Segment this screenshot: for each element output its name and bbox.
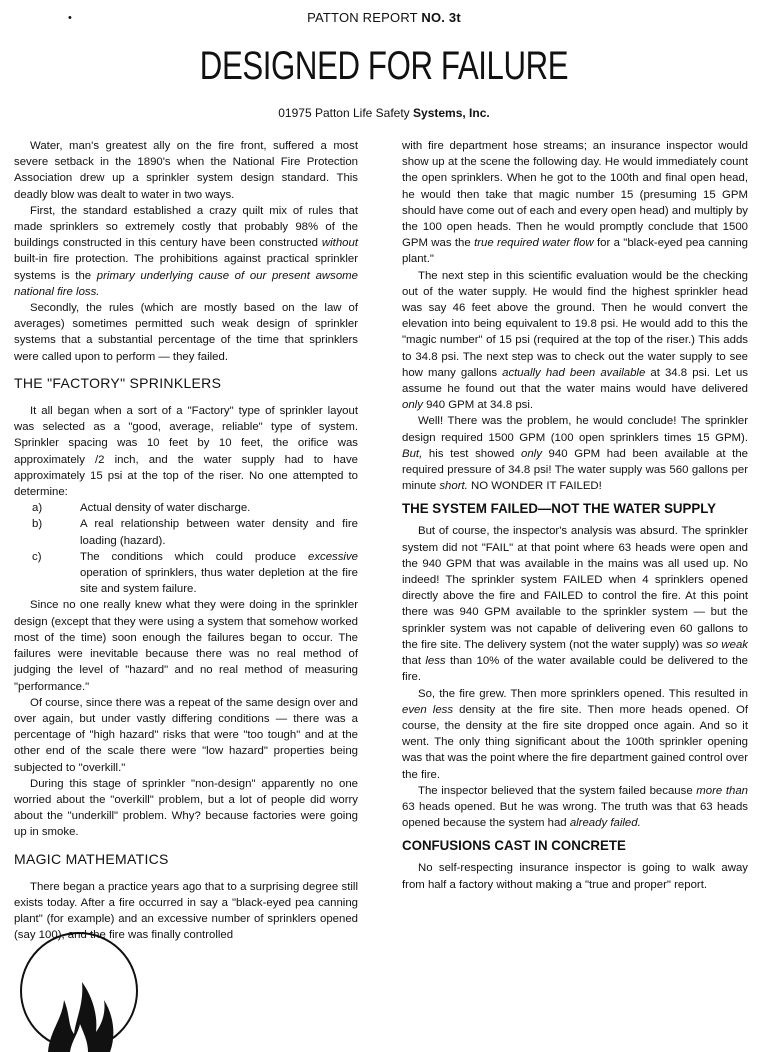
paragraph: Secondly, the rules (which are mostly based on the law of averages) sometimes permitted such weak design of sprinkler systems that a substantial percentage of the time that sprinklers were called upon to perform — they failed. (14, 302, 358, 363)
paragraph: So, the fire grew. Then more sprinklers opened. This resulted in even less density at the fire site. Then more heads opened. Of course, the density at the fire site dropped once again. And so it went. The only thing significant about the 100th sprinkler opening was that was the point where the fire department gained control over the fire. (402, 687, 748, 781)
list-item: b) A real relationship between water density and fire loading (hazard). (32, 518, 358, 547)
copyright-line: 01975 Patton Life Safety Systems, Inc. (278, 106, 490, 120)
flame-logo-icon (18, 930, 140, 1052)
paragraph: Of course, since there was a repeat of the same design over and over again, but under vastly differing conditions — there was a percentage of "high hazard" risks that were "too tough" and at the other end of the scale there were "low hazard" properties being subjected to "overkill." (14, 696, 358, 774)
page-title: DESIGNED FOR FAILURE (199, 44, 569, 88)
company-name: Systems, Inc. (413, 106, 490, 120)
determination-list (14, 500, 358, 597)
report-number: NO. 3t (421, 10, 461, 25)
paragraph: It all began when a sort of a "Factory" type of sprinkler layout was selected as a "good, average, reliable" type of system. Sprinkler spacing was 10 feet by 10 feet, the orifice was approximately /2 inch, and the water supply had to have approximately 15 psi at the top of the riser. No one attempted to determine: (14, 405, 358, 499)
paragraph: But of course, the inspector's analysis was absurd. The sprinkler system did not "FAIL" at that point where 63 heads were open and the 940 GPM that was available in the mains was all used up. No indeed! The sprinkler system FAILED when 4 sprinklers opened directly above the fire and FAILED to control the fire. At this point there was 940 GPM available to the sprinkler system — but the sprinkler system was not capable of delivering even 60 gallons to the fire site. The delivery system (not the water supply) was so weak that less than 10% of the water available could be delivered to the fire. (402, 525, 749, 684)
section-heading: THE SYSTEM FAILED—NOT THE WATER SUPPLY (402, 500, 717, 517)
paragraph: Well! There was the problem, he would conclude! The sprinkler design required 1500 GPM (100 open sprinklers times 15 GPM). But, his test showed only 940 GPM had been available at the required pressure of 34.8 psi! The water supply was 560 gallons per minute short. NO WONDER IT FAILED! (402, 415, 748, 493)
list-item: a) Actual density of water discharge. (32, 502, 251, 515)
bullet-mark: • (68, 12, 72, 24)
paragraph: No self-respecting insurance inspector is going to walk away from half a factory without making a "true and proper" report. (402, 862, 748, 891)
paragraph: Since no one really knew what they were doing in the sprinkler design (except that they were using a system that somehow worked most of the time) soon enough the failures began to occur. The failures were inevitable because there was no real method of judging the level of "hazard" and no real method of measuring "performance." (14, 599, 358, 693)
right-column (402, 138, 748, 893)
left-column (14, 138, 358, 944)
paragraph: There began a practice years ago that to a surprising degree still exists today. After a fire occurred in say a "black-eyed pea canning plant" (for example) and an excessive number of sprinklers opened (say 100), and the fire was finally controlled (14, 880, 358, 942)
report-number-line: PATTON REPORT NO. 3t (307, 10, 461, 25)
list-item: c) The conditions which could produce excessive operation of sprinklers, thus water depletion at the fire site and system failure. (32, 550, 358, 596)
section-heading: MAGIC MATHEMATICS (14, 850, 169, 867)
paragraph: The next step in this scientific evaluation would be the checking out of the water supply. He would find the highest sprinkler head was say 46 feet above the ground. Then he would convert the elevation into being equivalent to 19.8 psi. He would add to this the "magic number" of 15 psi (required at the top of the riser.) This adds to 34.8 psi. The next step was to check out the water supply to see how many gallons actually had been available at 34.8 psi. Let us assume he found out that the water mains would have delivered only 940 GPM at 34.8 psi. (402, 269, 748, 412)
paragraph: During this stage of sprinkler "non-design" apparently no one worried about the "overkill" problem, but a lot of people did worry about the "underkill" problem. Why? because factories were going up in smoke. (14, 777, 358, 839)
section-heading: CONFUSIONS CAST IN CONCRETE (402, 837, 626, 854)
paragraph: The inspector believed that the system failed because more than 63 heads opened. But he was wrong. The truth was that 63 heads opened because the system had already failed. (402, 784, 748, 830)
paragraph: Water, man's greatest ally on the fire front, suffered a most severe setback in the 1890's when the National Fire Protection Association drew up a sprinkler system design standard. This deadly blow was dealt to water in two ways. (14, 140, 358, 201)
paragraph: First, the standard established a crazy quilt mix of rules that made sprinklers so extremely costly that probably 98% of the buildings constructed in this century have been constructed without built-in fire protection. The prohibitions against practical sprinkler systems is the primary underlying cause of our present awsome national fire loss. (14, 204, 358, 298)
section-heading: THE "FACTORY" SPRINKLERS (14, 374, 222, 391)
paragraph: with fire department hose streams; an insurance inspector would show up at the scene the following day. He would immediately count the open sprinklers. When he got to the 100th and final open head, he would then take that magic number 15 (presuming 15 GPM should have come out of each and every open head) and multiply by the 100 open heads. Then he would promptly conclude that 1500 GPM was the true required water flow for a "black-eyed pea canning plant." (402, 140, 748, 266)
